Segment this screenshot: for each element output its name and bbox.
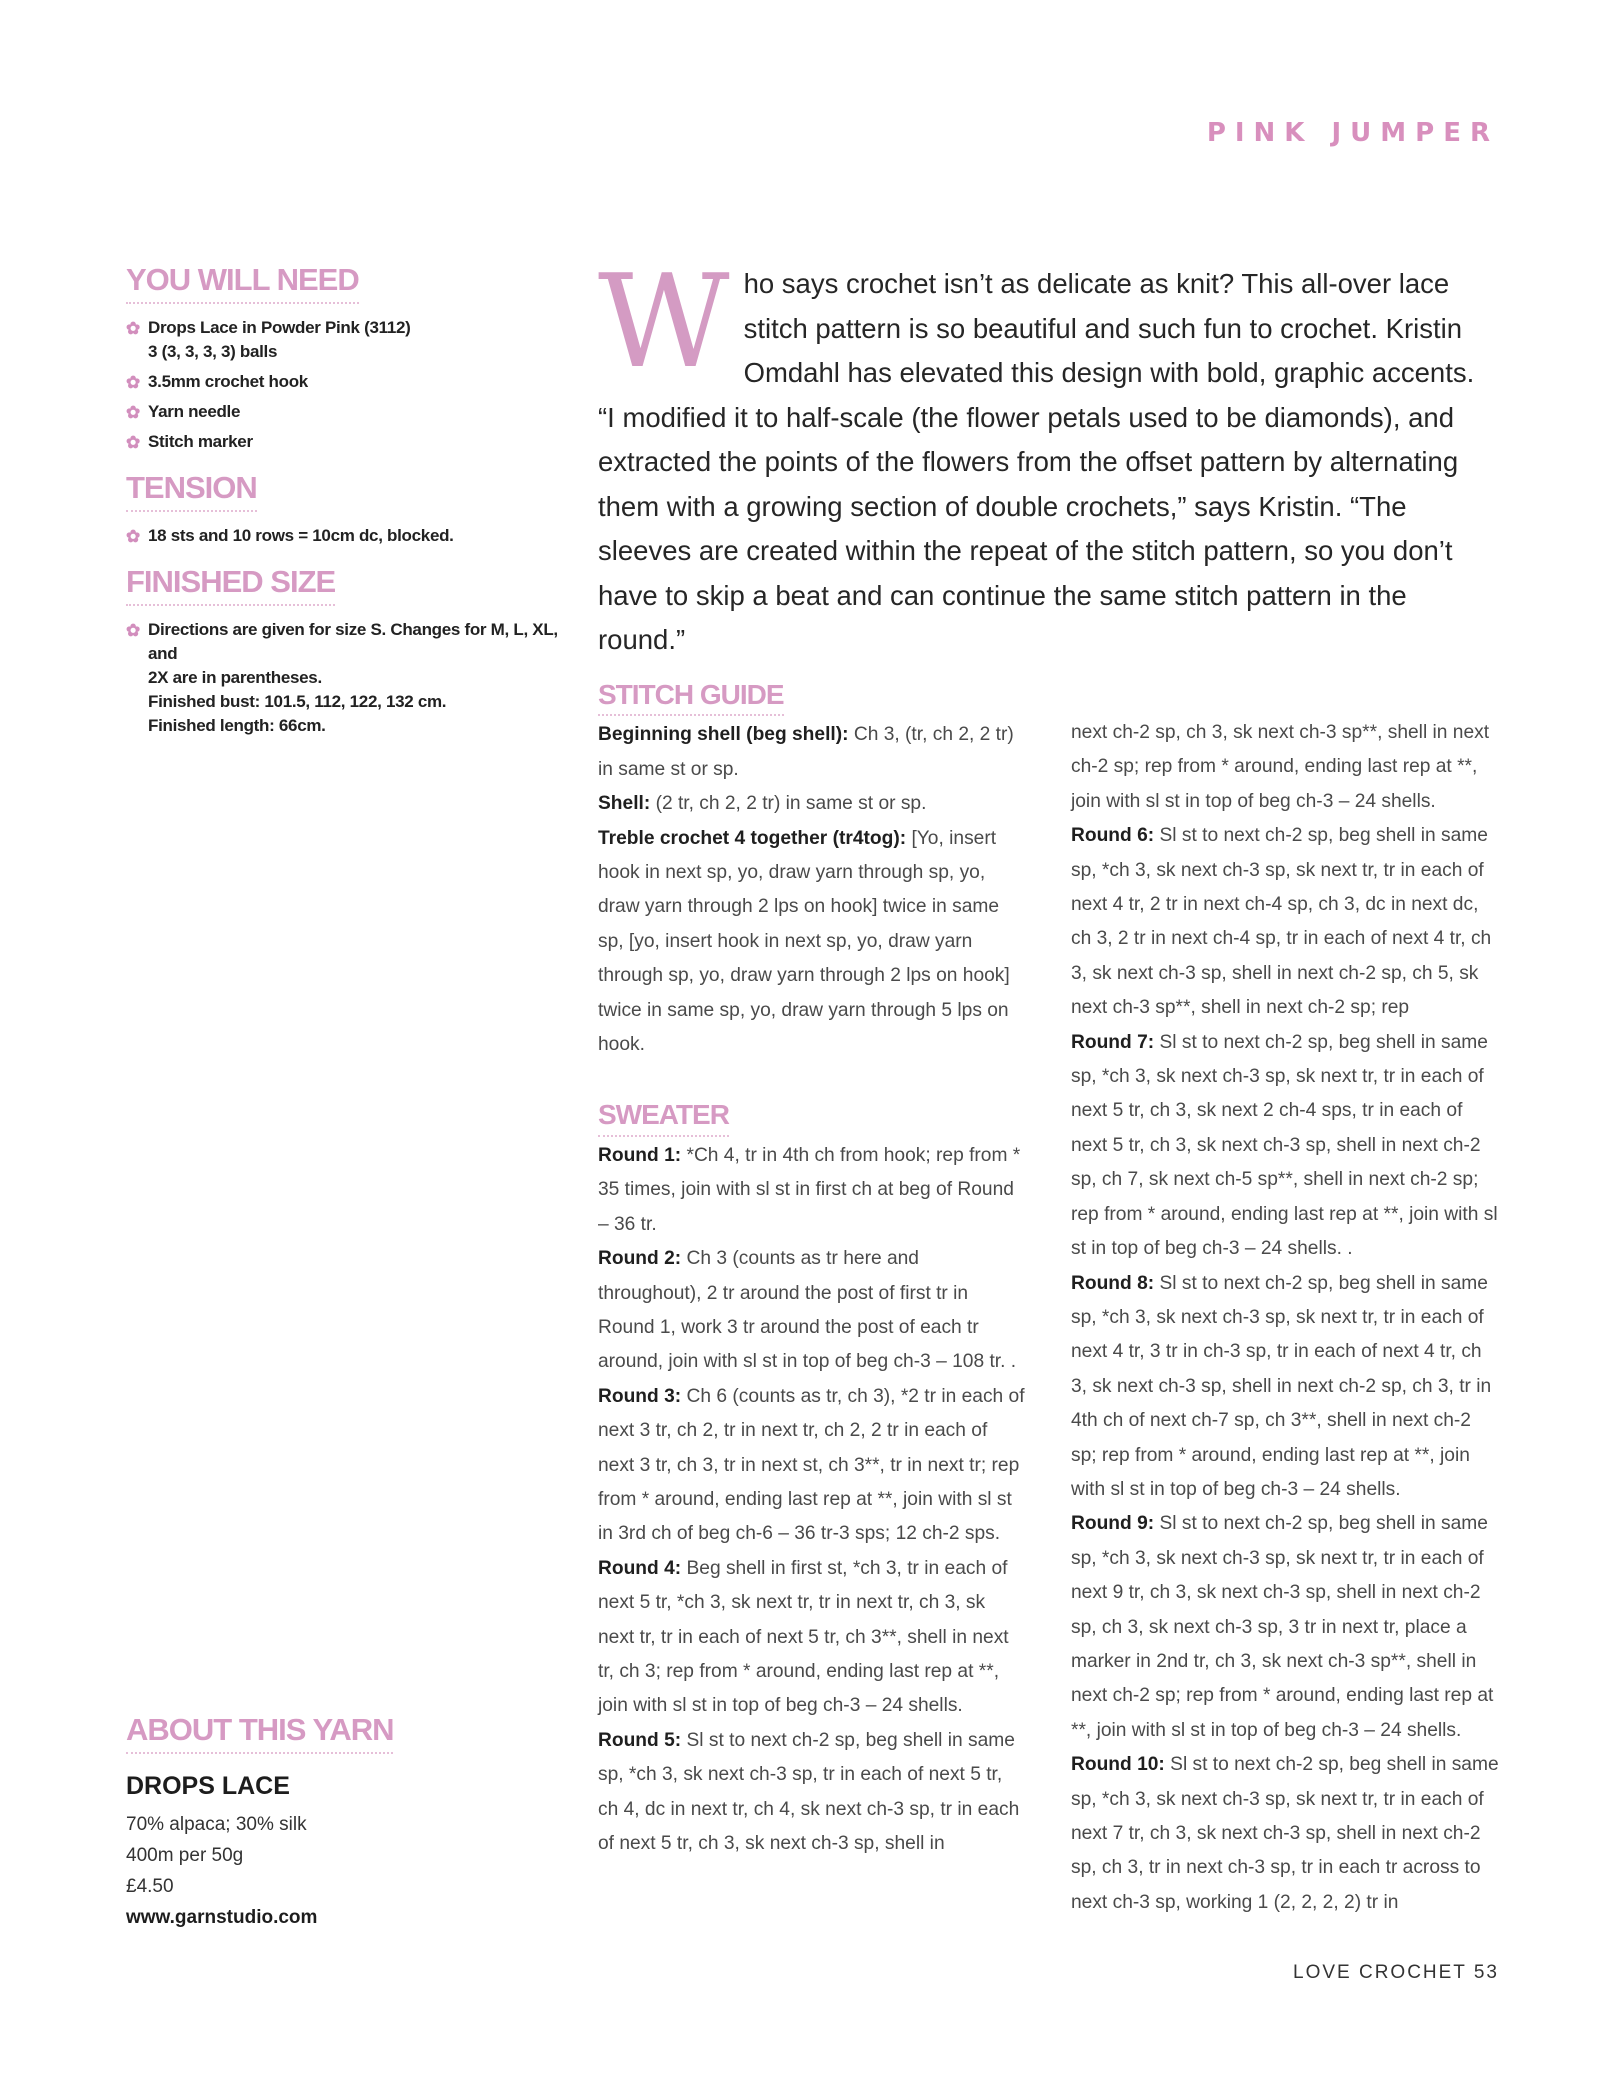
round-instruction: Round 9: Sl st to next ch-2 sp, beg shell in same sp, *ch 3, sk next ch-3 sp, sk next tr, tr in each of next 9 tr, ch 3, sk next ch-3 sp, shell in next ch-2 sp, ch 3, sk next ch-3 sp, 3 tr in next tr, place a marker in 2nd tr, ch 3, sk next ch-3 sp**, shell in next ch-2 sp; rep from * around, ending last rep at **, join with sl st in top of beg ch-3 – 24 shells. bbox=[1071, 1513, 1494, 1741]
stitch-entry: Beginning shell (beg shell): Ch 3, (tr, ch 2, 2 tr) in same st or sp. bbox=[598, 724, 1014, 780]
flower-bullet-icon: ✿ bbox=[126, 433, 140, 452]
round-instruction: Round 5: Sl st to next ch-2 sp, beg shell in same sp, *ch 3, sk next ch-3 sp, tr in each of next 5 tr, ch 4, dc in next tr, ch 4, sk next ch-3 sp, tr in each of next 5 tr, ch 3, sk next ch-3 sp, shell in bbox=[598, 1729, 1020, 1854]
stitch-guide-heading: STITCH GUIDE bbox=[598, 678, 784, 716]
list-item: ✿ Drops Lace in Powder Pink (3112) 3 (3, 3, 3, 3) balls bbox=[126, 318, 411, 361]
list-item: ✿ 3.5mm crochet hook bbox=[126, 370, 566, 394]
round-instruction: Round 7: Sl st to next ch-2 sp, beg shell in same sp, *ch 3, sk next ch-3 sp, sk next tr, tr in each of next 5 tr, ch 3, sk next 2 ch-4 sps, tr in each of next 5 tr, ch 3, sk next ch-3 sp, shell in next ch-2 sp, ch 7, sk next ch-5 sp**, shell in next ch-2 sp; rep from * around, ending last rep at **, join with sl st in top of beg ch-3 – 24 shells. . bbox=[1071, 1031, 1498, 1260]
finished-size-heading: FINISHED SIZE bbox=[126, 564, 335, 606]
materials-list bbox=[126, 316, 566, 454]
yarn-length: 400m per 50g bbox=[126, 1845, 244, 1866]
tension-heading: TENSION bbox=[126, 470, 257, 512]
left-text-column bbox=[598, 678, 1026, 1861]
round-instruction: Round 4: Beg shell in first st, *ch 3, tr in each of next 5 tr, *ch 3, sk next tr, tr in next tr, ch 3, sk next tr, tr in each of next 5 tr, ch 3**, shell in next tr, ch 3; rep from * around, ending last rep at **, join with sl st in top of beg ch-3 – 24 shells. bbox=[598, 1557, 1009, 1717]
drop-cap: W bbox=[598, 248, 730, 397]
intro-paragraph bbox=[598, 248, 1498, 663]
page-footer bbox=[1293, 1962, 1499, 1984]
tension-section bbox=[126, 470, 566, 548]
yarn-name: DROPS LACE bbox=[126, 1772, 290, 1800]
list-item: ✿ Directions are given for size S. Changes for M, L, XL, and 2X are in parentheses. Finished bust: 101.5, 112, 122, 132 cm. Finished length: 66cm. bbox=[126, 620, 558, 735]
finished-size-list bbox=[126, 618, 566, 738]
flower-bullet-icon: ✿ bbox=[126, 373, 140, 392]
right-text-column bbox=[1071, 716, 1499, 1920]
sweater-heading: SWEATER bbox=[598, 1098, 729, 1136]
stitch-entry: Treble crochet 4 together (tr4tog): [Yo, insert hook in next sp, yo, draw yarn through sp, yo, draw yarn through 2 lps on hook] twice in same sp, [yo, insert hook in next sp, yo, draw yarn through sp, yo, draw yarn through 2 lps on hook] twice in same sp, yo, draw yarn through 5 lps on hook. bbox=[598, 827, 1010, 1056]
round-instruction: Round 3: Ch 6 (counts as tr, ch 3), *2 tr in each of next 3 tr, ch 2, tr in next tr, ch 2, 2 tr in each of next 3 tr, ch 3, tr in next st, ch 3**, tr in next tr; rep from * around, ending last rep at **, join with sl st in 3rd ch of beg ch-6 – 36 tr-3 sps; 12 ch-2 sps. bbox=[598, 1385, 1025, 1545]
tension-list bbox=[126, 524, 566, 548]
sidebar bbox=[126, 262, 566, 754]
yarn-website-link[interactable]: www.garnstudio.com bbox=[126, 1907, 318, 1928]
flower-bullet-icon: ✿ bbox=[126, 403, 140, 422]
round-instruction: Round 10: Sl st to next ch-2 sp, beg shell in same sp, *ch 3, sk next ch-3 sp, sk next tr, tr in each of next 7 tr, ch 3, sk next ch-3 sp, shell in next ch-2 sp, ch 3, tr in next ch-3 sp, tr in each tr across to next ch-3 sp, working 1 (2, 2, 2, 2) tr in bbox=[1071, 1754, 1499, 1913]
flower-bullet-icon: ✿ bbox=[126, 527, 140, 546]
magazine-name: LOVE CROCHET bbox=[1293, 1962, 1467, 1983]
round-instruction: Round 8: Sl st to next ch-2 sp, beg shell in same sp, *ch 3, sk next ch-3 sp, sk next tr, tr in each of next 4 tr, 3 tr in ch-3 sp, tr in each of next 4 tr, ch 3, sk next ch-3 sp, shell in next ch-2 sp, ch 3, tr in 4th ch of next ch-7 sp, ch 3**, shell in next ch-2 sp; rep from * around, ending last rep at **, join with sl st in top of beg ch-3 – 24 shells. bbox=[1071, 1272, 1492, 1500]
finished-size-section bbox=[126, 564, 566, 738]
you-will-need-heading: YOU WILL NEED bbox=[126, 262, 359, 304]
list-item: ✿ Stitch marker bbox=[126, 430, 566, 454]
round-instruction: Round 6: Sl st to next ch-2 sp, beg shell in same sp, *ch 3, sk next ch-3 sp, sk next tr, tr in each of next 4 tr, 2 tr in next ch-4 sp, ch 3, dc in next dc, ch 3, 2 tr in next ch-4 sp, tr in each of next 4 tr, ch 3, sk next ch-3 sp, shell in next ch-2 sp, ch 5, sk next ch-3 sp**, shell in next ch-2 sp; rep bbox=[1071, 825, 1492, 1019]
yarn-price: £4.50 bbox=[126, 1876, 174, 1897]
round-continuation: next ch-2 sp, ch 3, sk next ch-3 sp**, shell in next ch-2 sp; rep from * around, ending last rep at **, join with sl st in top of beg ch-3 – 24 shells. bbox=[1071, 722, 1490, 812]
page-number: 53 bbox=[1473, 1962, 1499, 1983]
running-head: PINK JUMPER bbox=[1206, 118, 1499, 148]
flower-bullet-icon: ✿ bbox=[126, 319, 140, 338]
round-instruction: Round 2: Ch 3 (counts as tr here and throughout), 2 tr around the post of first tr in Round 1, work 3 tr around the post of each tr around, join with sl st in top of beg ch-3 – 108 tr. . bbox=[598, 1248, 1017, 1373]
round-instruction: Round 1: *Ch 4, tr in 4th ch from hook; rep from * 35 times, join with sl st in first ch at beg of Round – 36 tr. bbox=[598, 1144, 1021, 1235]
about-yarn-heading: ABOUT THIS YARN bbox=[126, 1712, 393, 1754]
you-will-need-section bbox=[126, 262, 566, 454]
intro-text: ho says crochet isn’t as delicate as knit? This all-over lace stitch pattern is so beautiful and such fun to crochet. Kristin Omdahl has elevated this design with bold, graphic accents. “I modified it to half-scale (the flower petals used to be diamonds), and extracted the points of the flowers from the offset pattern by alternating them with a growing section of double crochets,” says Kristin. “The sleeves are created within the repeat of the stitch pattern, so you don’t have to skip a beat and can continue the same stitch pattern in the round.” bbox=[598, 268, 1475, 655]
stitch-entry: Shell: (2 tr, ch 2, 2 tr) in same st or sp. bbox=[598, 793, 927, 815]
flower-bullet-icon: ✿ bbox=[126, 621, 140, 640]
list-item: ✿ Yarn needle bbox=[126, 400, 566, 424]
about-yarn-section bbox=[126, 1712, 566, 1933]
yarn-composition: 70% alpaca; 30% silk bbox=[126, 1814, 307, 1835]
list-item: ✿ 18 sts and 10 rows = 10cm dc, blocked. bbox=[126, 524, 566, 548]
